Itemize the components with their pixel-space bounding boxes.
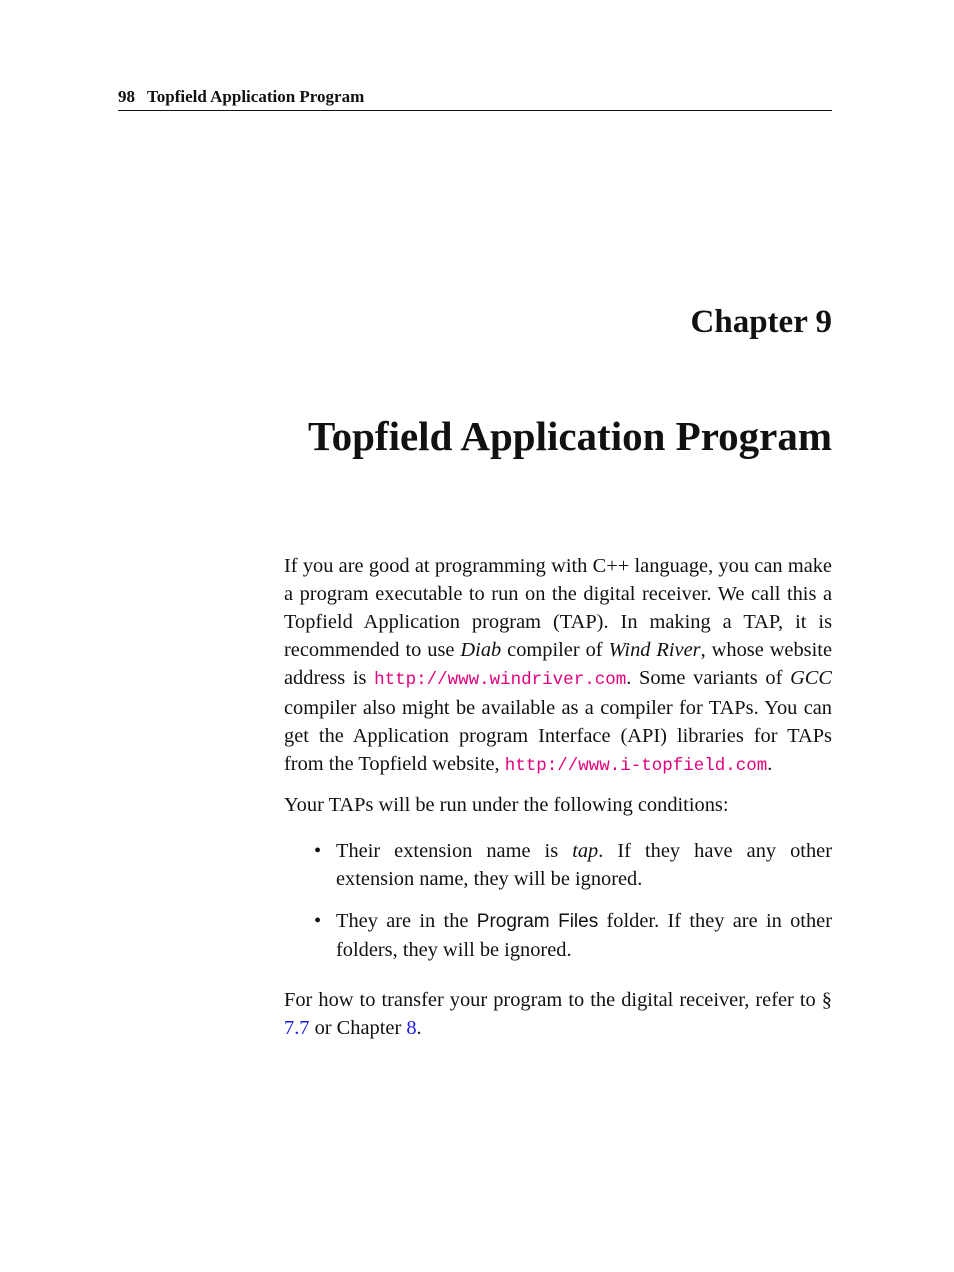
bullet-1-text-1: Their extension name is	[336, 840, 573, 862]
wind-river-term: Wind River	[608, 639, 701, 661]
list-item	[284, 907, 832, 964]
closing-text-2: or Chapter	[309, 1017, 407, 1039]
intro-text-1: If you are good at programming with C++ language, you can make a program executable to run on the digital receiver. We call this a Topfield Application program (TAP). In making a TAP, it is recommended to use	[284, 555, 832, 661]
bullet-icon: •	[314, 840, 322, 862]
running-header	[118, 86, 832, 111]
intro-text-4: . Some variants of	[626, 667, 791, 689]
section-ref-link[interactable]: 7.7	[284, 1017, 310, 1039]
conditions-list	[284, 837, 832, 964]
intro-text-6: .	[767, 753, 773, 775]
windriver-url-link[interactable]: http://www.windriver.com	[374, 670, 627, 690]
bullet-1-text-2: . If they have any other extension name, they will be ignored.	[336, 840, 833, 890]
intro-paragraph	[284, 552, 832, 780]
topfield-url-link[interactable]: http://www.i-topfield.com	[504, 756, 768, 776]
bullet-icon: •	[314, 910, 322, 932]
closing-paragraph	[284, 986, 832, 1042]
intro-text-5: compiler also might be available as a compiler for TAPs. You can get the Application program Interface (API) libraries for TAPs from the Topfield website,	[284, 697, 832, 775]
bullet-2-text-2: folder. If they are in other folders, they will be ignored.	[336, 910, 832, 961]
closing-text-3: .	[416, 1017, 422, 1039]
intro-text-2: compiler of	[501, 639, 609, 661]
tap-extension-term: tap	[572, 840, 599, 862]
intro-text-3: , whose website address is	[284, 639, 832, 689]
bullet-2-text-1: They are in the	[336, 910, 477, 932]
chapter-title: Topfield Application Program	[308, 413, 832, 459]
conditions-intro: Your TAPs will be run under the following conditions:	[284, 794, 729, 816]
page-number: 98	[118, 87, 135, 106]
chapter-label: Chapter 9	[690, 304, 832, 340]
body-text	[284, 552, 832, 1042]
chapter-ref-link[interactable]: 8	[406, 1017, 417, 1039]
list-item	[284, 837, 832, 893]
closing-text-1: For how to transfer your program to the digital receiver, refer to §	[284, 989, 832, 1011]
running-title: Topfield Application Program	[147, 87, 365, 106]
program-files-term: Program Files	[476, 911, 599, 932]
gcc-term: GCC	[790, 667, 833, 689]
diab-term: Diab	[460, 639, 502, 661]
